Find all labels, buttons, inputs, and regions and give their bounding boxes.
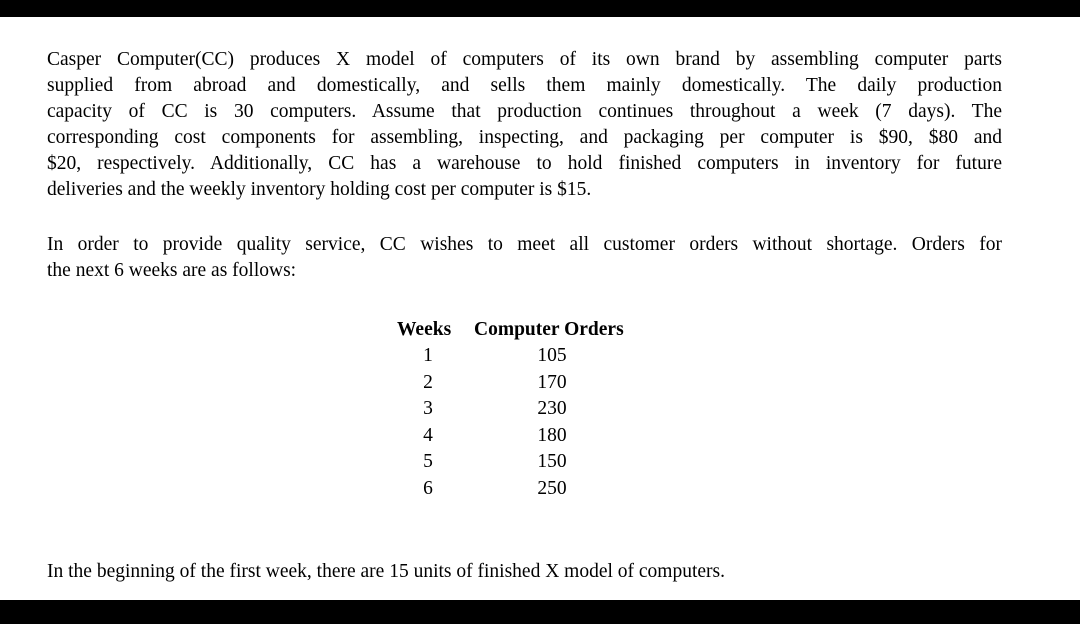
week-cell: 6 [423, 477, 433, 499]
order-cell: 170 [537, 371, 567, 393]
week-cell: 3 [423, 398, 433, 419]
text-line: the next 6 weeks are as follows: [47, 260, 297, 281]
week-cell: 4 [423, 424, 433, 446]
weeks-header: Weeks [397, 319, 452, 340]
order-cell: 180 [537, 424, 567, 446]
order-cell: 105 [537, 345, 567, 366]
text-line: In the beginning of the first week, there are 15 units of finished X model of computers. [47, 561, 725, 582]
text-line: supplied from abroad and domestically, and sells them mainly domestically. The daily production [47, 75, 1002, 96]
week-cell: 2 [423, 371, 433, 393]
orders-header: Computer Orders [474, 319, 624, 340]
intro-paragraph [47, 47, 1002, 203]
closing-paragraph [47, 559, 1002, 585]
text-line: capacity of CC is 30 computers. Assume that production continues throughout a week (7 days). The [47, 101, 1002, 122]
orders-intro-paragraph [47, 232, 1002, 284]
document-page [0, 17, 1080, 600]
weeks-column [397, 343, 459, 502]
order-cell: 230 [537, 398, 567, 419]
text-line: Casper Computer(CC) produces X model of computers of its own brand by assembling computer parts [47, 49, 1002, 70]
order-cell: 250 [537, 477, 567, 499]
text-line: corresponding cost components for assembling, inspecting, and packaging per computer is $90, $80 and [47, 127, 1002, 148]
text-line: deliveries and the weekly inventory holding cost per computer is $15. [47, 179, 592, 200]
orders-column [522, 343, 582, 502]
week-cell: 1 [423, 345, 433, 366]
text-line: In order to provide quality service, CC wishes to meet all customer orders without shortage. Orders for [47, 234, 1002, 255]
order-cell: 150 [537, 451, 567, 472]
text-line: $20, respectively. Additionally, CC has a warehouse to hold finished computers in inventory for future [47, 153, 1002, 174]
week-cell: 5 [423, 451, 433, 472]
